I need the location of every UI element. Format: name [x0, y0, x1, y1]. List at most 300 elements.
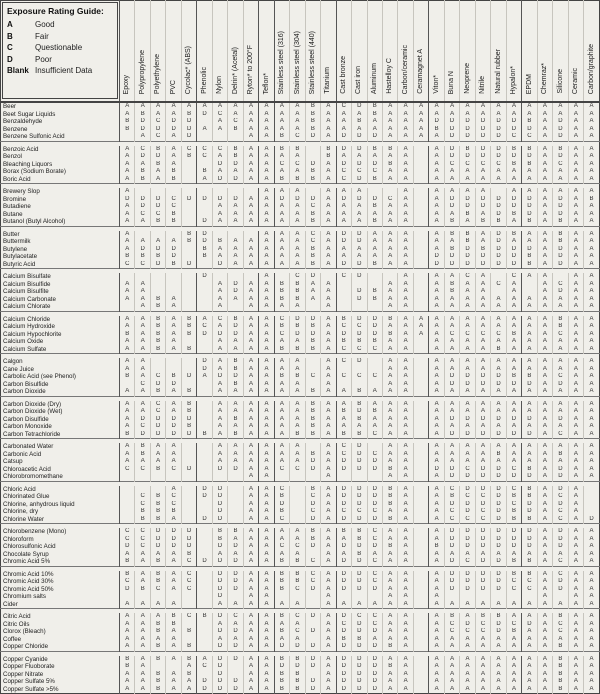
- rating-cell: A: [429, 358, 444, 366]
- rating-cell: D: [135, 196, 150, 204]
- rating-cell: A: [321, 628, 336, 636]
- rating-cell: C: [367, 536, 382, 544]
- rating-cell: A: [506, 388, 521, 396]
- rating-cell: [197, 551, 212, 559]
- rating-cell: D: [460, 203, 475, 211]
- rating-cell: [197, 388, 212, 396]
- rating-cell: C: [274, 543, 289, 551]
- rating-cell: B: [305, 346, 320, 354]
- rating-cell: [413, 593, 428, 601]
- rating-cell: D: [444, 558, 459, 566]
- rating-cell: [413, 578, 428, 586]
- rating-cell: [166, 358, 181, 366]
- rating-cell: A: [568, 686, 583, 694]
- rating-cell: A: [568, 443, 583, 451]
- rating-cell: D: [367, 516, 382, 524]
- rating-cell: A: [584, 636, 600, 644]
- rating-cell: A: [584, 246, 600, 254]
- rating-cell: B: [120, 431, 135, 439]
- rating-cell: D: [553, 501, 568, 509]
- rating-cell: D: [367, 501, 382, 509]
- rating-cell: B: [305, 176, 320, 184]
- rating-cell: A: [398, 678, 413, 686]
- rating-cell: A: [460, 443, 475, 451]
- rating-cell: B: [305, 528, 320, 536]
- rating-cell: C: [444, 161, 459, 169]
- rating-cell: B: [305, 338, 320, 346]
- rating-cell: D: [305, 133, 320, 141]
- rating-cell: A: [243, 246, 258, 254]
- rating-cell: D: [506, 203, 521, 211]
- rating-cell: [197, 501, 212, 509]
- rating-cell: A: [120, 146, 135, 154]
- rating-cell: [413, 516, 428, 524]
- chemical-row: [1, 466, 600, 474]
- rating-cell: A: [522, 238, 537, 246]
- rating-cell: D: [228, 196, 243, 204]
- rating-cell: [228, 671, 243, 679]
- rating-cell: A: [398, 218, 413, 226]
- rating-cell: C: [553, 516, 568, 524]
- rating-cell: A: [553, 443, 568, 451]
- rating-cell: C: [150, 118, 165, 126]
- rating-cell: A: [321, 373, 336, 381]
- rating-cell: D: [336, 558, 351, 566]
- rating-cell: A: [491, 176, 506, 184]
- rating-cell: A: [228, 636, 243, 644]
- rating-cell: A: [506, 303, 521, 311]
- rating-cell: A: [274, 381, 289, 389]
- rating-cell: [197, 586, 212, 594]
- rating-cell: A: [243, 458, 258, 466]
- rating-cell: A: [429, 451, 444, 459]
- rating-cell: A: [212, 346, 227, 354]
- rating-cell: A: [321, 238, 336, 246]
- rating-cell: B: [120, 656, 135, 664]
- rating-cell: A: [398, 281, 413, 289]
- rating-cell: C: [166, 493, 181, 501]
- chemical-row: [1, 686, 600, 694]
- rating-cell: A: [398, 558, 413, 566]
- rating-cell: B: [336, 408, 351, 416]
- rating-cell: A: [506, 111, 521, 119]
- rating-cell: A: [228, 203, 243, 211]
- rating-cell: A: [382, 458, 397, 466]
- rating-cell: A: [336, 188, 351, 196]
- chemical-name: Clorox (Bleach): [3, 628, 46, 636]
- rating-cell: A: [398, 358, 413, 366]
- rating-cell: B: [290, 323, 305, 331]
- rating-cell: [181, 161, 196, 169]
- rating-cell: B: [522, 493, 537, 501]
- rating-cell: D: [444, 261, 459, 269]
- rating-cell: A: [120, 316, 135, 324]
- rating-cell: A: [243, 261, 258, 269]
- rating-cell: D: [197, 678, 212, 686]
- rating-cell: A: [568, 211, 583, 219]
- rating-cell: [413, 231, 428, 239]
- rating-cell: A: [506, 358, 521, 366]
- rating-cell: [413, 416, 428, 424]
- rating-cell: A: [506, 601, 521, 609]
- rating-cell: D: [460, 486, 475, 494]
- rating-cell: D: [475, 133, 490, 141]
- rating-cell: C: [367, 558, 382, 566]
- rating-cell: D: [181, 118, 196, 126]
- rating-cell: D: [197, 331, 212, 339]
- rating-cell: [475, 593, 490, 601]
- rating-cell: A: [475, 366, 490, 374]
- rating-cell: A: [120, 203, 135, 211]
- chemical-row: [1, 678, 600, 686]
- rating-cell: A: [228, 102, 243, 111]
- rating-cell: [197, 443, 212, 451]
- rating-cell: A: [413, 323, 428, 331]
- rating-cell: B: [553, 678, 568, 686]
- rating-cell: A: [212, 211, 227, 219]
- rating-cell: A: [568, 586, 583, 594]
- rating-cell: A: [382, 102, 397, 111]
- rating-cell: A: [475, 238, 490, 246]
- rating-cell: A: [212, 551, 227, 559]
- rating-cell: D: [166, 381, 181, 389]
- rating-cell: A: [367, 211, 382, 219]
- rating-cell: B: [274, 678, 289, 686]
- rating-cell: A: [166, 628, 181, 636]
- rating-cell: A: [568, 578, 583, 586]
- rating-cell: A: [398, 501, 413, 509]
- rating-cell: A: [553, 401, 568, 409]
- rating-cell: [413, 486, 428, 494]
- rating-cell: A: [259, 551, 274, 559]
- rating-cell: A: [336, 153, 351, 161]
- rating-cell: B: [290, 281, 305, 289]
- chemical-name: Catsup: [3, 458, 23, 466]
- rating-cell: [150, 231, 165, 239]
- rating-cell: [336, 381, 351, 389]
- rating-cell: A: [537, 366, 552, 374]
- rating-cell: A: [413, 118, 428, 126]
- rating-cell: A: [382, 451, 397, 459]
- rating-cell: D: [491, 473, 506, 481]
- rating-cell: A: [398, 146, 413, 154]
- rating-cell: A: [321, 551, 336, 559]
- rating-cell: A: [553, 423, 568, 431]
- rating-cell: B: [228, 416, 243, 424]
- rating-cell: B: [166, 211, 181, 219]
- rating-cell: B: [228, 126, 243, 134]
- rating-cell: C: [305, 508, 320, 516]
- rating-cell: D: [553, 246, 568, 254]
- rating-cell: A: [584, 102, 600, 111]
- rating-cell: D: [491, 253, 506, 261]
- chemical-name: Chloroform: [3, 535, 34, 543]
- rating-cell: B: [150, 686, 165, 694]
- rating-cell: C: [475, 621, 490, 629]
- rating-cell: A: [290, 443, 305, 451]
- rating-cell: A: [166, 331, 181, 339]
- material-column-header: Hypalon*: [506, 1, 521, 103]
- rating-cell: A: [166, 551, 181, 559]
- rating-cell: A: [135, 578, 150, 586]
- rating-cell: D: [197, 231, 212, 239]
- rating-cell: C: [506, 466, 521, 474]
- rating-cell: A: [568, 508, 583, 516]
- rating-cell: A: [120, 401, 135, 409]
- rating-cell: D: [352, 686, 367, 694]
- rating-cell: A: [228, 601, 243, 609]
- rating-cell: A: [212, 338, 227, 346]
- rating-cell: A: [506, 458, 521, 466]
- rating-cell: A: [537, 536, 552, 544]
- rating-cell: [228, 663, 243, 671]
- rating-cell: A: [120, 281, 135, 289]
- rating-cell: A: [537, 323, 552, 331]
- rating-cell: A: [321, 423, 336, 431]
- rating-cell: A: [135, 643, 150, 651]
- rating-cell: C: [491, 161, 506, 169]
- legend-code: A: [7, 20, 13, 29]
- rating-cell: A: [475, 551, 490, 559]
- rating-cell: A: [212, 416, 227, 424]
- rating-cell: A: [259, 188, 274, 196]
- rating-cell: [305, 636, 320, 644]
- rating-cell: D: [135, 126, 150, 134]
- rating-cell: [305, 593, 320, 601]
- rating-cell: B: [181, 331, 196, 339]
- rating-cell: A: [274, 358, 289, 366]
- rating-cell: A: [321, 338, 336, 346]
- rating-cell: B: [120, 118, 135, 126]
- rating-cell: A: [398, 323, 413, 331]
- rating-cell: [181, 358, 196, 366]
- rating-cell: D: [274, 663, 289, 671]
- rating-cell: A: [491, 686, 506, 694]
- rating-cell: C: [274, 466, 289, 474]
- rating-cell: D: [475, 473, 490, 481]
- material-column-header: Teflon*: [259, 1, 274, 103]
- rating-cell: [491, 288, 506, 296]
- rating-cell: A: [398, 231, 413, 239]
- rating-cell: A: [259, 401, 274, 409]
- rating-cell: A: [135, 551, 150, 559]
- rating-cell: A: [259, 323, 274, 331]
- rating-cell: [584, 508, 600, 516]
- rating-cell: D: [429, 466, 444, 474]
- chemical-name: Carbon Dioxide (Dry): [3, 400, 62, 408]
- rating-cell: B: [212, 238, 227, 246]
- rating-cell: A: [429, 381, 444, 389]
- chemical-name: Butyric Acid: [3, 260, 36, 268]
- rating-cell: A: [460, 188, 475, 196]
- chemical-row: [1, 238, 600, 246]
- rating-cell: A: [243, 373, 258, 381]
- rating-cell: D: [491, 501, 506, 509]
- rating-cell: C: [305, 203, 320, 211]
- rating-cell: A: [506, 423, 521, 431]
- rating-cell: B: [367, 102, 382, 111]
- rating-cell: A: [274, 528, 289, 536]
- rating-cell: B: [382, 161, 397, 169]
- rating-cell: [382, 273, 397, 281]
- rating-cell: [228, 133, 243, 141]
- rating-cell: C: [274, 331, 289, 339]
- chemical-row: [1, 281, 600, 289]
- rating-cell: [150, 473, 165, 481]
- rating-cell: [197, 161, 212, 169]
- rating-cell: D: [553, 416, 568, 424]
- rating-cell: A: [444, 656, 459, 664]
- rating-cell: [212, 231, 227, 239]
- rating-cell: A: [475, 686, 490, 694]
- rating-cell: A: [413, 331, 428, 339]
- rating-cell: A: [584, 303, 600, 311]
- rating-cell: A: [259, 358, 274, 366]
- rating-cell: D: [491, 211, 506, 219]
- rating-cell: A: [553, 346, 568, 354]
- rating-cell: A: [429, 586, 444, 594]
- rating-cell: A: [537, 188, 552, 196]
- rating-cell: B: [290, 578, 305, 586]
- rating-cell: A: [491, 296, 506, 304]
- rating-cell: A: [537, 316, 552, 324]
- rating-cell: A: [568, 273, 583, 281]
- rating-cell: A: [135, 358, 150, 366]
- rating-cell: D: [491, 261, 506, 269]
- rating-cell: D: [166, 423, 181, 431]
- rating-cell: A: [166, 238, 181, 246]
- rating-cell: A: [367, 231, 382, 239]
- rating-cell: A: [491, 656, 506, 664]
- chemical-row: [1, 102, 600, 111]
- rating-cell: C: [336, 358, 351, 366]
- rating-cell: D: [475, 571, 490, 579]
- rating-cell: D: [290, 643, 305, 651]
- rating-cell: A: [166, 458, 181, 466]
- rating-cell: [491, 188, 506, 196]
- rating-cell: A: [290, 218, 305, 226]
- rating-cell: D: [522, 211, 537, 219]
- rating-cell: A: [568, 486, 583, 494]
- rating-cell: C: [228, 118, 243, 126]
- chemical-name: Carbon Monoxide: [3, 423, 52, 431]
- rating-cell: A: [537, 543, 552, 551]
- rating-cell: D: [367, 586, 382, 594]
- legend-label: Poor: [35, 54, 52, 64]
- rating-cell: D: [197, 358, 212, 366]
- chemical-name: Carbonated Water: [3, 443, 54, 451]
- rating-cell: A: [429, 473, 444, 481]
- rating-cell: C: [290, 586, 305, 594]
- rating-cell: A: [522, 663, 537, 671]
- chemical-name: Chromic Acid 30%: [3, 578, 54, 586]
- rating-cell: [150, 273, 165, 281]
- rating-cell: D: [444, 501, 459, 509]
- rating-cell: A: [460, 346, 475, 354]
- rating-cell: A: [290, 153, 305, 161]
- rating-cell: B: [305, 246, 320, 254]
- rating-cell: A: [336, 601, 351, 609]
- rating-cell: A: [537, 431, 552, 439]
- rating-cell: A: [584, 281, 600, 289]
- rating-cell: D: [522, 246, 537, 254]
- rating-cell: C: [460, 558, 475, 566]
- rating-cell: A: [321, 366, 336, 374]
- rating-cell: A: [460, 111, 475, 119]
- rating-cell: D: [197, 111, 212, 119]
- chemical-name: Benzol: [3, 153, 22, 161]
- rating-cell: A: [321, 176, 336, 184]
- rating-cell: A: [120, 458, 135, 466]
- rating-cell: C: [475, 161, 490, 169]
- rating-cell: D: [228, 176, 243, 184]
- rating-cell: [413, 373, 428, 381]
- rating-cell: C: [352, 373, 367, 381]
- rating-cell: A: [429, 636, 444, 644]
- rating-cell: D: [506, 473, 521, 481]
- rating-cell: D: [228, 288, 243, 296]
- rating-cell: B: [444, 288, 459, 296]
- chemical-name: Beet Sugar Liquids: [3, 110, 56, 118]
- rating-cell: D: [181, 126, 196, 134]
- rating-cell: D: [367, 643, 382, 651]
- rating-cell: D: [352, 678, 367, 686]
- rating-cell: [197, 628, 212, 636]
- rating-cell: A: [290, 102, 305, 111]
- rating-cell: [305, 473, 320, 481]
- rating-cell: B: [150, 671, 165, 679]
- rating-cell: B: [352, 431, 367, 439]
- rating-cell: A: [429, 238, 444, 246]
- rating-cell: A: [274, 168, 289, 176]
- rating-cell: D: [228, 656, 243, 664]
- rating-cell: A: [444, 601, 459, 609]
- rating-cell: A: [506, 288, 521, 296]
- rating-cell: A: [537, 593, 552, 601]
- rating-cell: [181, 493, 196, 501]
- rating-cell: A: [243, 543, 258, 551]
- rating-cell: A: [568, 458, 583, 466]
- rating-cell: A: [243, 656, 258, 664]
- rating-cell: A: [243, 358, 258, 366]
- rating-cell: A: [475, 408, 490, 416]
- rating-cell: C: [460, 331, 475, 339]
- rating-cell: C: [367, 613, 382, 621]
- rating-cell: B: [274, 281, 289, 289]
- rating-cell: A: [491, 643, 506, 651]
- rating-cell: A: [166, 671, 181, 679]
- rating-cell: A: [584, 126, 600, 134]
- rating-cell: A: [166, 161, 181, 169]
- rating-cell: D: [181, 196, 196, 204]
- rating-cell: A: [228, 238, 243, 246]
- rating-cell: A: [274, 246, 289, 254]
- rating-cell: D: [367, 543, 382, 551]
- rating-cell: A: [135, 161, 150, 169]
- rating-cell: C: [444, 621, 459, 629]
- rating-cell: A: [321, 473, 336, 481]
- rating-cell: A: [522, 423, 537, 431]
- rating-cell: B: [197, 253, 212, 261]
- chemical-name: Copper Sulfate 5%: [3, 678, 55, 686]
- rating-cell: D: [305, 643, 320, 651]
- rating-cell: A: [429, 613, 444, 621]
- rating-cell: A: [290, 358, 305, 366]
- rating-cell: D: [212, 508, 227, 516]
- rating-cell: D: [305, 613, 320, 621]
- rating-cell: A: [398, 118, 413, 126]
- rating-cell: [460, 593, 475, 601]
